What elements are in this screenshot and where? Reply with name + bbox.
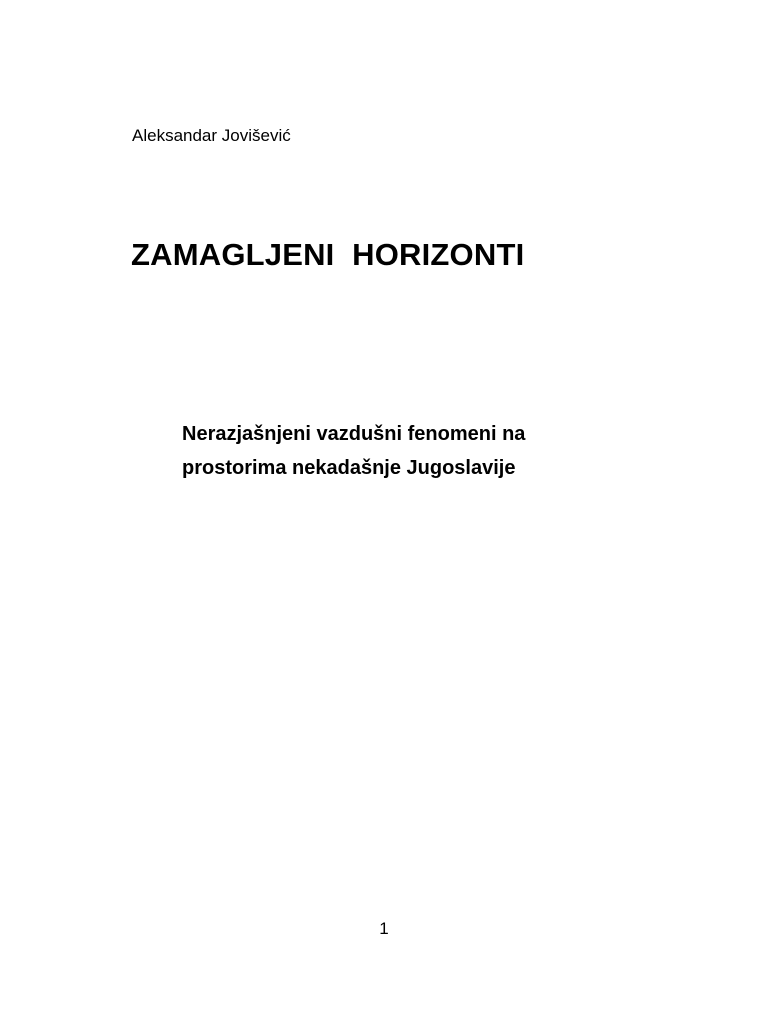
author-name: Aleksandar Jovišević [132,126,291,145]
book-subtitle [182,417,525,485]
subtitle-line-2: prostorima nekadašnje Jugoslavije [182,457,516,479]
page-number: 1 [379,919,389,938]
book-title: ZAMAGLJENI HORIZONTI [131,237,525,272]
subtitle-line-1: Nerazjašnjeni vazdušni fenomeni na [182,423,526,445]
